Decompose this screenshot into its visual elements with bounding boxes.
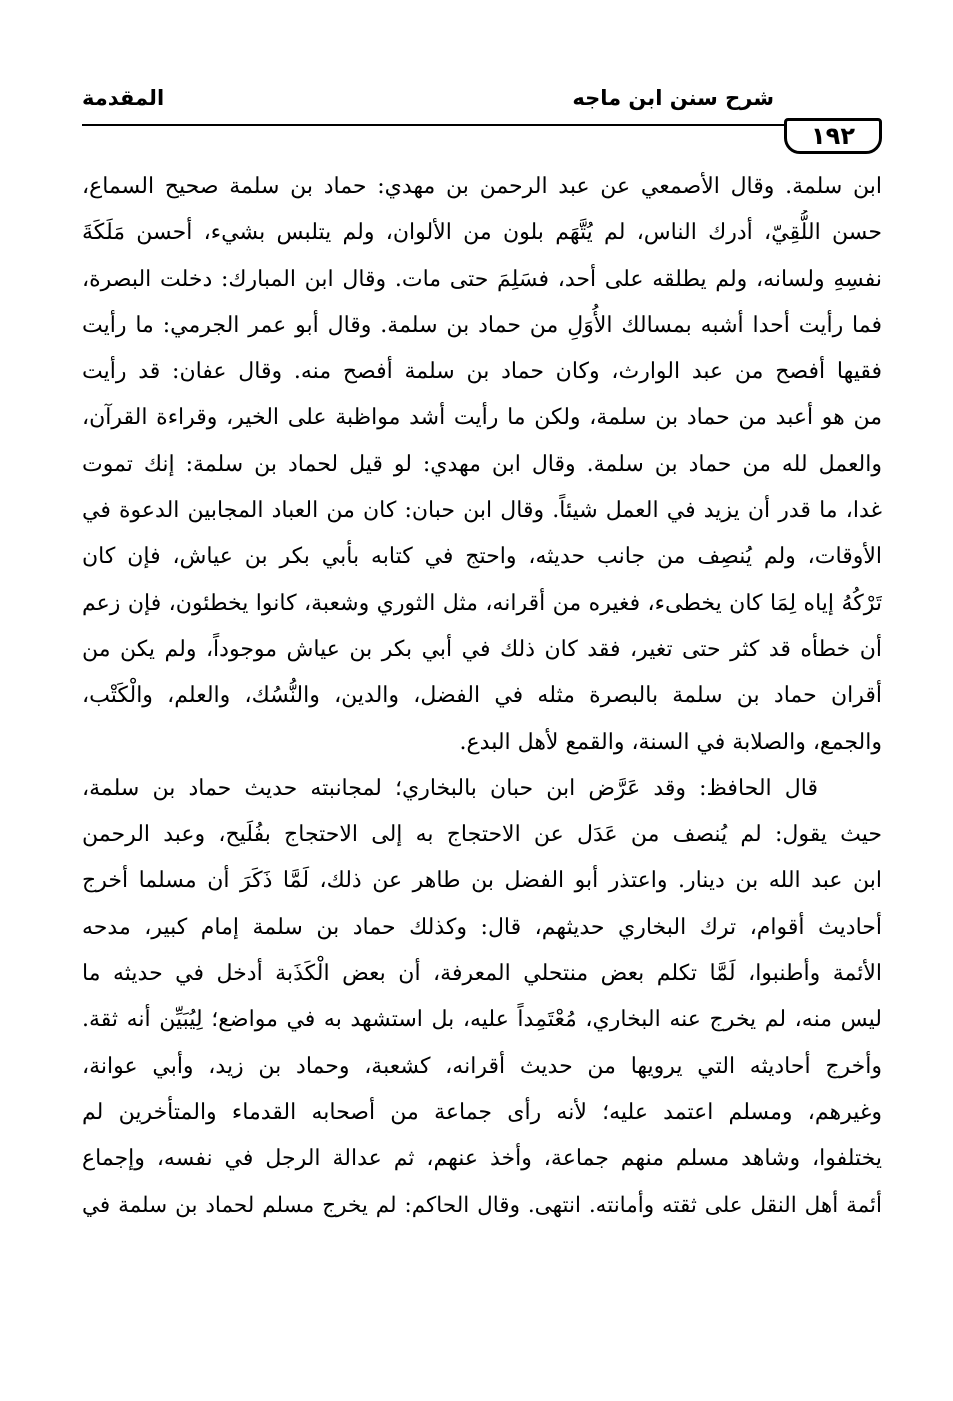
text-line: فقيها أفصح من عبد الوارث، وكان حماد بن سلمة أفصح منه. وقال عفان: قد رأيت	[82, 359, 882, 385]
text-line: أئمة أهل النقل على ثقته وأمانته. انتهى. وقال الحاكم: لم يخرج مسلم لحماد بن سلمة في	[82, 1192, 882, 1218]
text-line: من هو أعبد من حماد بن سلمة، ولكن ما رأيت أشد مواظبة على الخير، وقراءة القرآن،	[82, 405, 882, 431]
text-line: تَرْكُهُ إياه لِمَا كان يخطىء، فغيره من أقرانه، مثل الثوري وشعبة، كانوا يخطئون، فإن زعم	[82, 590, 882, 616]
text-line: ابن سلمة. وقال الأصمعي عن عبد الرحمن بن مهدي: حماد بن سلمة صحيح السماع،	[82, 174, 882, 199]
text-line: فما رأيت أحدا أشبه بمسالك الأُوَلِ من حماد بن سلمة. وقال أبو عمر الجرمي: ما رأيت	[82, 312, 882, 338]
paragraph-end-line: والجمع، والصلابة في السنة، والقمع لأهل البدع.	[459, 729, 882, 755]
book-title: شرح سنن ابن ماجه	[572, 86, 774, 110]
text-line: أن خطأه قد كثر حتى تغير، فقد كان ذلك في أبي بكر بن عياش موجوداً، ولم يكن من	[82, 636, 882, 662]
text-line: حسن اللُّقِيّ، أدرك الناس، لم يُتَّهَم بلون من الألوان، ولم يتلبس بشيء، أحسن مَلَكَةَ	[82, 220, 882, 246]
body-text	[82, 164, 882, 1229]
text-line: وغيرهم، ومسلم اعتمد عليه؛ لأنه رأى جماعة من أصحابه القدماء والمتأخرين لم	[82, 1099, 882, 1125]
text-line: الأوقات، ولم يُنصِف من جانب حديثه، واحتج في كتابه بأبي بكر بن عياش، فإن كان	[82, 544, 882, 570]
text-line: نفسِهِ ولسانه، ولم يطلقه على أحد، فسَلِمَ حتى مات. وقال ابن المبارك: دخلت البصرة،	[82, 266, 882, 292]
text-line: غدا، ما قدر أن يزيد في العمل شيئاً. وقال ابن حبان: كان من العباد المجابين الدعوة في	[82, 498, 882, 524]
header-rule	[82, 124, 786, 126]
paragraph-start-line: قال الحافظ: وقد عَرَّض ابن حبان بالبخاري؛ لمجانبته حديث حماد بن سلمة،	[82, 775, 818, 801]
text-line: يختلفوا، وشاهد مسلم منهم جماعة، وأخذ عنهم، ثم عدالة الرجل في نفسه، وإجماع	[82, 1146, 882, 1172]
section-title: المقدمة	[82, 86, 165, 110]
text-line: حيث يقول: لم يُنصف من عَدَل عن الاحتجاج به إلى الاحتجاج بفُلَيح، وعبد الرحمن	[82, 822, 882, 848]
page-number: ١٩٢	[784, 118, 882, 154]
text-line: ابن عبد الله بن دينار. واعتذر أبو الفضل بن طاهر عن ذلك، لَمَّا ذَكَرَ أن مسلما أخرج	[82, 868, 882, 894]
page-header	[82, 84, 882, 150]
text-line: أقران حماد بن سلمة بالبصرة مثله في الفضل، والدين، والنُّسُك، والعلم، والْكَتْب،	[82, 683, 882, 709]
text-line: الأئمة وأطنبوا، لَمَّا تكلم بعض منتحلي المعرفة، أن بعض الْكَذَبة أدخل في حديثه ما	[82, 961, 882, 987]
text-line: أحاديث أقوام، ترك البخاري حديثهم، قال: وكذلك حماد بن سلمة إمام كبير، مدحه	[82, 914, 882, 940]
text-line: والعمل لله من حماد بن سلمة. وقال ابن مهدي: لو قيل لحماد بن سلمة: إنك تموت	[82, 451, 882, 477]
text-line: وأخرج أحاديثه التي يرويها من حديث أقرانه، كشعبة، وحماد بن زيد، وأبي عوانة،	[82, 1053, 882, 1079]
text-line: ليس منه، لم يخرج عنه البخاري، مُعْتَمِداً عليه، بل استشهد به في مواضع؛ لِيُبَيِّن أنه ثقة.	[82, 1007, 882, 1033]
